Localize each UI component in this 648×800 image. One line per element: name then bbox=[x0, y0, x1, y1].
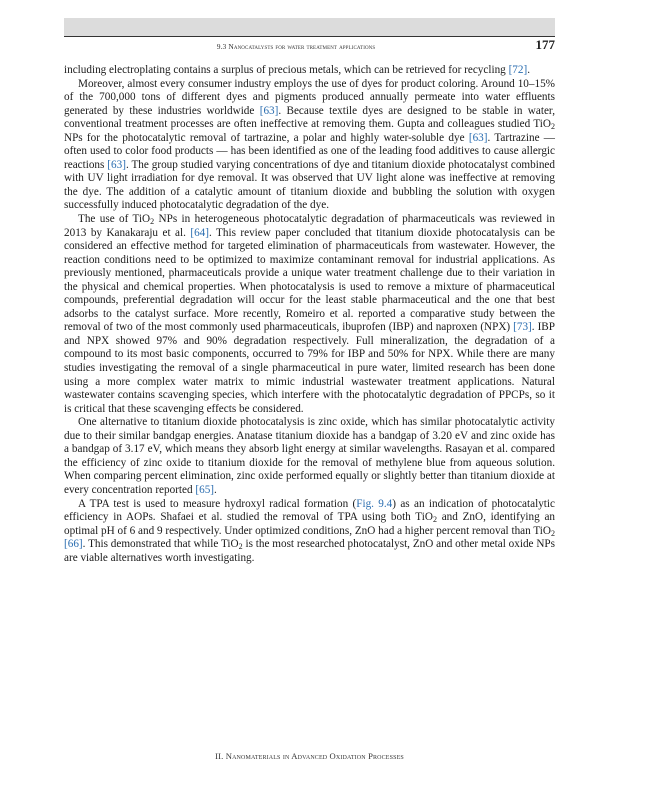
citation-link[interactable]: [73] bbox=[513, 321, 532, 334]
subscript: 2 bbox=[550, 528, 555, 538]
citation-link[interactable]: [63] bbox=[107, 158, 126, 171]
text-run: . IBP and NPX showed 97% and 90% degradation respectively. Full mineralization, the degradation of a compound to its most basic components, occurred to 79% for IBP and 50% for NPX. While there are many studies investigating the removal of a single pharmaceutical in pure water, limited research has been done using a more complex water matrix to mimic industrial wastewater treatment applications. Natural wastewater contains scavenging species, which interfere with the photocatalytic degradation of PPCPs, so it is critical that these scavenging effects be considered. bbox=[64, 321, 555, 415]
footer-part-title: II. Nanomaterials in Advanced Oxidation Processes bbox=[215, 751, 404, 761]
citation-link[interactable]: [65] bbox=[195, 483, 215, 496]
text-run: The use of TiO bbox=[78, 213, 151, 226]
text-run: and ZnO, identifying an optimal pH of 6 and 9 respectively. Under optimized conditions, ZnO had a higher percent removal than TiO bbox=[64, 511, 556, 537]
text-run: NPs for the photocatalytic removal of tartrazine, a polar and highly water-soluble dye bbox=[64, 131, 469, 144]
citation-link[interactable]: [63] bbox=[259, 104, 279, 117]
running-head: 9.3 Nanocatalysts for water treatment applications bbox=[216, 42, 376, 51]
body-text bbox=[64, 64, 555, 565]
text-run: Moreover, almost every consumer industry employs the use of dyes for product coloring. Around 10–15% of the 700,000 tons of different dyes and pigments produced annually permeate into water effluents generated by these industries worldwide bbox=[64, 77, 555, 117]
citation-link[interactable]: [63] bbox=[468, 131, 488, 144]
text-run: . Because textile dyes are designed to be stable in water, conventional treatment processes are often ineffective at removing them. Gupta and colleagues studied TiO bbox=[64, 104, 555, 131]
citation-link[interactable]: [64] bbox=[190, 226, 209, 239]
header-rule bbox=[64, 36, 555, 37]
text-run: . This demonstrated that while TiO bbox=[82, 538, 239, 551]
paragraph bbox=[64, 416, 555, 497]
text-run: including electroplating contains a surplus of precious metals, which can be retrieved for recycling bbox=[64, 64, 509, 76]
subscript: 2 bbox=[550, 122, 555, 132]
header-band bbox=[64, 18, 555, 36]
paragraph bbox=[64, 213, 555, 416]
text-run: One alternative to titanium dioxide photocatalysis is zinc oxide, which has similar photocatalytic activity due to their similar bandgap energies. Anatase titanium dioxide has a bandgap of 3.20 eV and zinc oxide has a bandgap of 3.17 eV, which means they absorb light energy at similar wavelengths. Rasayan et al. compared the efficiency of zinc oxide to titanium dioxide for the removal of methylene blue from aqueous solution. When comparing percent elimination, zinc oxide performed equally or slightly better than titanium dioxide at every concentration reported bbox=[64, 416, 555, 496]
text-run: . The group studied varying concentrations of dye and titanium dioxide photocatalyst combined with UV light irradiation for dye removal. It was observed that UV light alone was ineffective at removing the dye. The addition of a catalytic amount of titanium dioxide and bubbling the solution with oxygen successfully induced photocatalytic degradation of the dye. bbox=[64, 158, 555, 212]
paragraph bbox=[64, 64, 555, 78]
text-run: is the most researched photocatalyst, ZnO and other metal oxide NPs are viable alternatives worth investigating. bbox=[64, 538, 555, 564]
text-run: . Tartrazine — often used to color food products — has been identified as one of the leading food additives to cause allergic reactions bbox=[64, 131, 555, 171]
subscript: 2 bbox=[238, 542, 243, 552]
citation-link[interactable]: [66] bbox=[64, 538, 83, 551]
text-run: A TPA test is used to measure hydroxyl radical formation ( bbox=[78, 497, 357, 510]
text-run: . bbox=[527, 64, 530, 76]
text-run: NPs in heterogeneous photocatalytic degradation of pharmaceuticals was reviewed in 2013 by Kanakaraju et al. bbox=[64, 213, 555, 239]
paragraph bbox=[64, 498, 555, 566]
paragraph bbox=[64, 78, 555, 213]
text-run: ) as an indication of photocatalytic efficiency in AOPs. Shafaei et al. studied the removal of TPA using both TiO bbox=[64, 497, 555, 524]
citation-link[interactable]: [72] bbox=[508, 64, 528, 76]
page-number: 177 bbox=[535, 37, 555, 52]
text-run: . This review paper concluded that titanium dioxide photocatalysis can be considered an effective method for targeted elimination of pharmaceuticals from wastewater. However, the reaction conditions need to be optimized to maximize contaminant removal for industrial applications. As previously mentioned, pharmaceuticals provide a unique water treatment challenge due to their variation in the physical and chemical properties. When photocatalysis is used to remove a mixture of pharmaceutical compounds, preferential degradation will occur for the least stable pharmaceutical and the one that best adsorbs to the catalyst surface. More recently, Romeiro et al. reported a comparative study between the removal of two of the most commonly used pharmaceuticals, ibuprofen (IBP) and naproxen (NPX) bbox=[64, 226, 555, 334]
subscript: 2 bbox=[150, 217, 155, 227]
subscript: 2 bbox=[432, 515, 437, 525]
text-run: . bbox=[214, 483, 217, 496]
citation-link[interactable]: Fig. 9.4 bbox=[356, 497, 393, 510]
